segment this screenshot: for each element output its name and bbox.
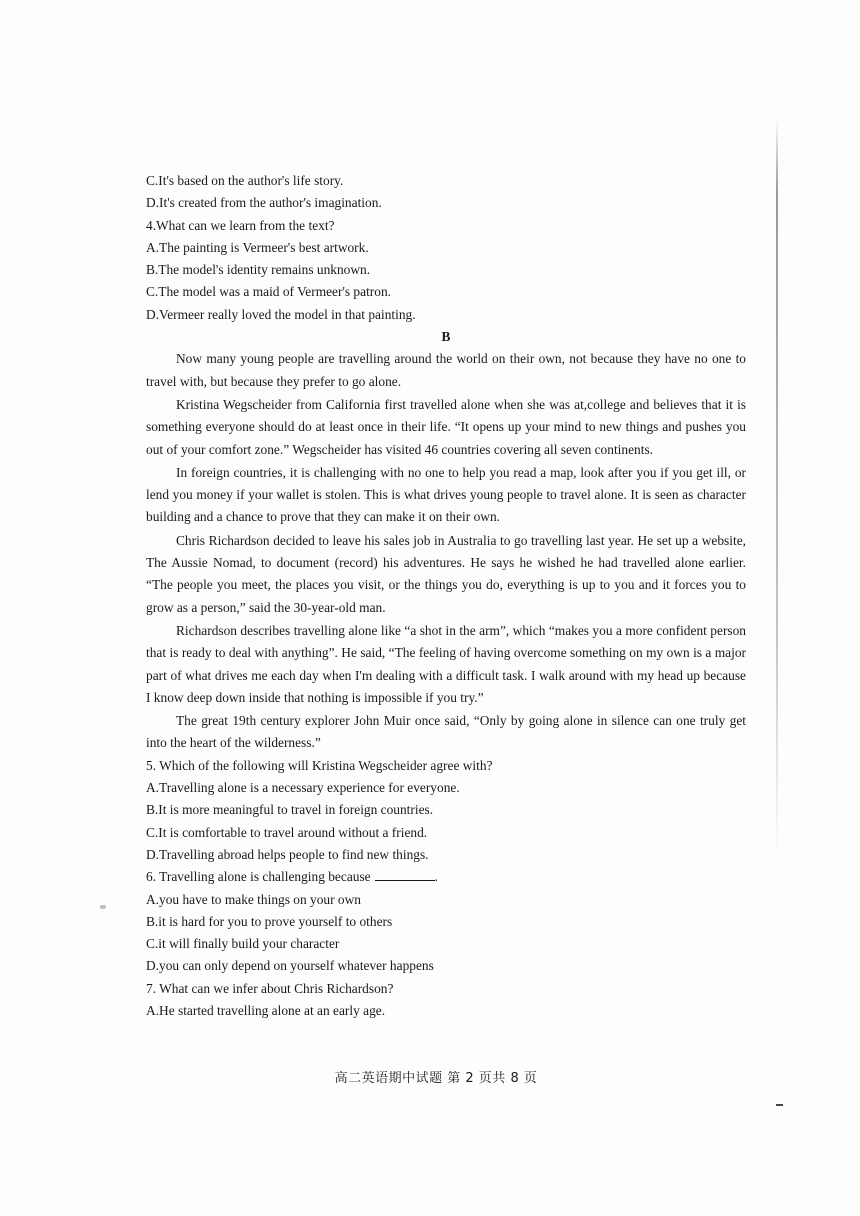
option-line: A.Travelling alone is a necessary experience for everyone.: [146, 780, 460, 796]
stem-end: .: [434, 869, 438, 885]
option-line: C.The model was a maid of Vermeer's patron.: [146, 284, 391, 300]
option-line: D.Travelling abroad helps people to find new things.: [146, 846, 429, 862]
option-line: D.you can only depend on yourself whatever happens: [146, 958, 434, 974]
passage-paragraph: Richardson describes travelling alone like “a shot in the arm”, which “makes you a more confident person that is ready to deal with anything”. He said, “The feeling of having overcome something on my own is a major part of what drives me each day when I'm dealing with a difficult task. I walk around with my head up because I know deep down inside that nothing is impossible if you try.”: [146, 622, 746, 705]
option-line: A.you have to make things on your own: [146, 891, 361, 907]
page-content: [146, 170, 746, 1022]
option-line: B.It is more meaningful to travel in foreign countries.: [146, 802, 434, 818]
option-line: C.It is comfortable to travel around without a friend.: [146, 824, 428, 840]
passage-paragraph: The great 19th century explorer John Muir once said, “Only by going alone in silence can one truly get into the heart of the wilderness.”: [146, 713, 746, 751]
answer-blank: [375, 870, 435, 881]
question-stem: 5. Which of the following will Kristina Wegscheider agree with?: [146, 757, 493, 773]
option-line: B.The model's identity remains unknown.: [146, 262, 371, 278]
question-stem: 6. Travelling alone is challenging because: [146, 869, 371, 885]
option-line: D.Vermeer really loved the model in that painting.: [146, 306, 416, 322]
scan-speck: [100, 905, 106, 909]
option-line: A.He started travelling alone at an early age.: [146, 1002, 386, 1018]
passage-paragraph: Kristina Wegscheider from California first travelled alone when she was at,college and believes that it is something everyone should do at least once in their life. “It opens up your mind to new things and pushes you out of your comfort zone.” Wegscheider has visited 46 countries covering all seven continents.: [146, 396, 746, 457]
passage-paragraph: Now many young people are travelling around the world on their own, not because they have no one to travel with, but because they prefer to go alone.: [146, 351, 746, 389]
option-line: D.It's created from the author's imagination.: [146, 195, 382, 211]
option-line: C.it will finally build your character: [146, 936, 340, 952]
question-stem: 7. What can we infer about Chris Richardson?: [146, 980, 394, 996]
page-footer: 高二英语期中试题 第 2 页共 8 页: [334, 1071, 538, 1086]
question-stem: 4.What can we learn from the text?: [146, 217, 335, 233]
scan-mark: [776, 1104, 783, 1106]
option-line: C.It's based on the author's life story.: [146, 173, 344, 188]
passage-paragraph: In foreign countries, it is challenging with no one to help you read a map, look after you if you get ill, or lend you money if your wallet is stolen. This is what drives young people to travel alone. It is seen as character building and a chance to prove that they can make it on their own.: [146, 464, 746, 525]
option-line: A.The painting is Vermeer's best artwork.: [146, 239, 369, 255]
scan-edge-shadow: [776, 118, 778, 858]
option-line: B.it is hard for you to prove yourself to others: [146, 913, 393, 929]
section-title: B: [441, 329, 451, 345]
passage-paragraph: Chris Richardson decided to leave his sales job in Australia to go travelling last year. He set up a website, The Aussie Nomad, to document (record) his adventures. He says he wished he had travelled alone earlier. “The people you meet, the places you visit, or the things you do, everything is up to you and it forces you to grow as a person,” said the 30-year-old man.: [146, 532, 746, 615]
question-stem-line: [146, 866, 746, 888]
